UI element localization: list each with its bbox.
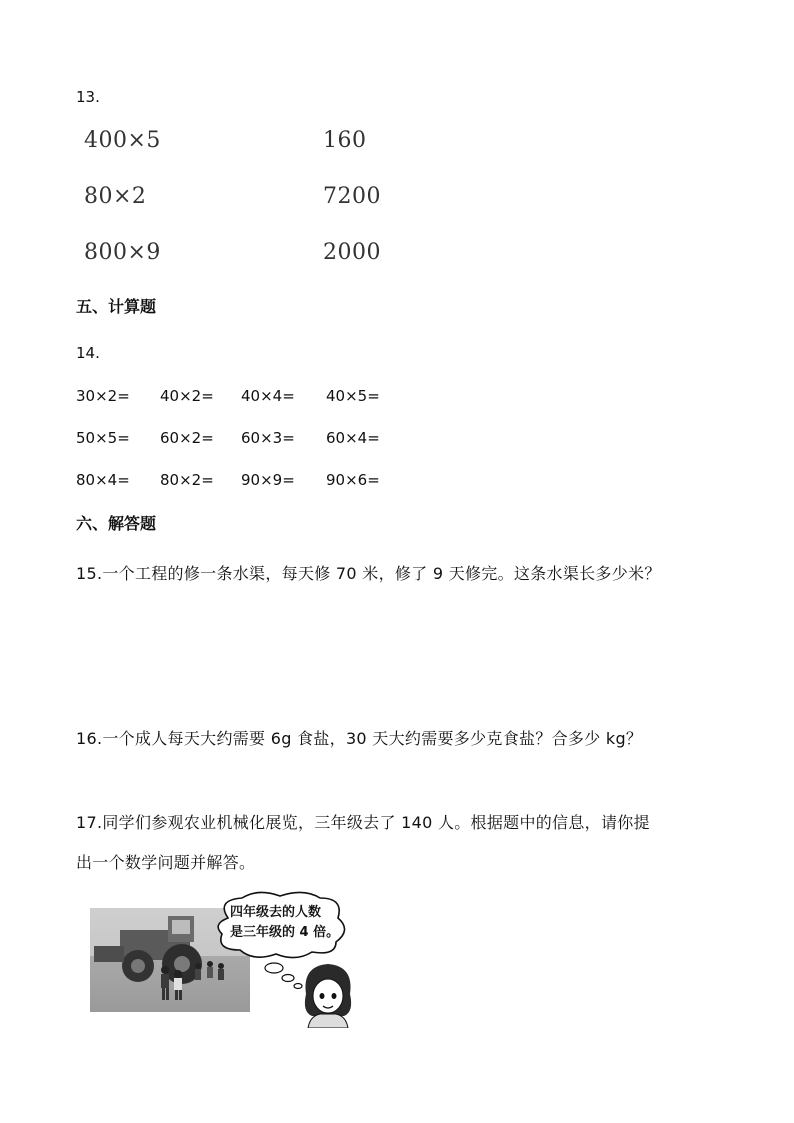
calc-item: 90×9=: [241, 471, 295, 489]
bubble-line-1: 四年级去的人数: [230, 905, 322, 920]
question-15-text: 15.一个工程的修一条水渠，每天修 70 米，修了 9 天修完。这条水渠长多少米？: [76, 564, 661, 583]
teacher-speech: [208, 888, 358, 1028]
match-left-3: 800×9: [84, 240, 161, 265]
calc-item: 80×2=: [160, 471, 214, 489]
teacher-avatar-icon: [298, 956, 358, 1028]
match-right-3: 2000: [323, 240, 381, 265]
match-left-1: 400×5: [84, 128, 161, 153]
calc-item: 60×2=: [160, 429, 214, 447]
calc-item: 40×5=: [326, 387, 380, 405]
calc-item: 90×6=: [326, 471, 380, 489]
match-right-1: 160: [323, 128, 367, 153]
calc-item: 60×4=: [326, 429, 380, 447]
question-13-number: 13.: [76, 88, 100, 106]
calc-item: 50×5=: [76, 429, 130, 447]
calc-item: 40×4=: [241, 387, 295, 405]
match-right-2: 7200: [323, 184, 381, 209]
question-17-line-2: 出一个数学问题并解答。: [76, 853, 256, 872]
calc-item: 40×2=: [160, 387, 214, 405]
bubble-line-2: 是三年级的 4 倍。: [230, 925, 340, 940]
question-14-number: 14.: [76, 344, 100, 362]
question-16-text: 16.一个成人每天大约需要 6g 食盐，30 天大约需要多少克食盐？合多少 kg？: [76, 729, 643, 748]
match-left-2: 80×2: [84, 184, 147, 209]
section-5-title: 五、计算题: [76, 297, 157, 316]
calc-item: 30×2=: [76, 387, 130, 405]
calc-item: 80×4=: [76, 471, 130, 489]
calc-item: 60×3=: [241, 429, 295, 447]
section-6-title: 六、解答题: [76, 514, 157, 533]
question-17-line-1: 17.同学们参观农业机械化展览，三年级去了 140 人。根据题中的信息，请你提: [76, 813, 650, 832]
